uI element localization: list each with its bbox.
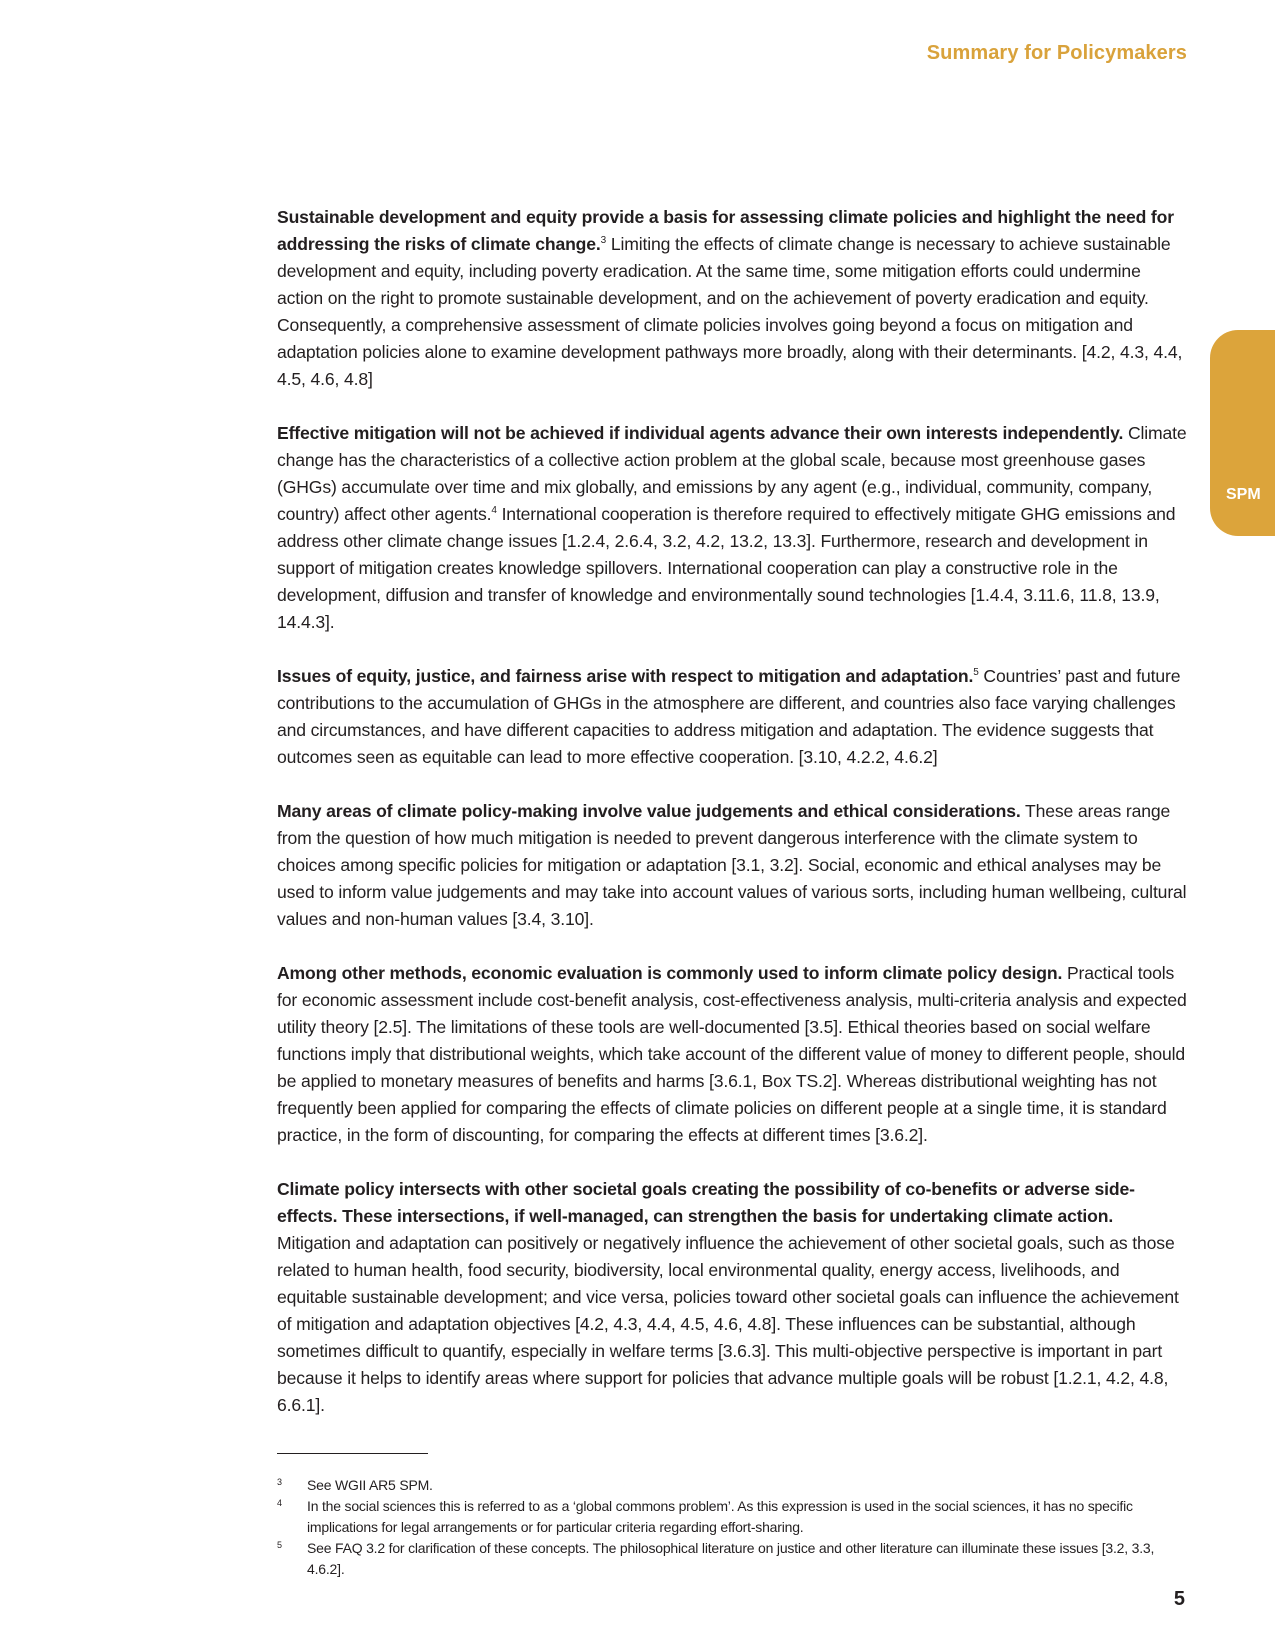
paragraph-sustainable-development xyxy=(277,204,1189,393)
footnote-ref[interactable]: 4 xyxy=(491,505,497,516)
body-text xyxy=(277,204,1189,1446)
paragraph-body: Mitigation and adaptation can positively or negatively influence the achievement of other societal goals, such as those related to human health, food security, biodiversity, local environmental quality, energy access, livelihoods, and equitable sustainable development; and vice versa, policies toward other societal goals can influence the achievement of mitigation and adaptation objectives [4.2, 4.3, 4.4, 4.5, 4.6, 4.8]. These influences can be substantial, although sometimes difficult to quantify, especially in welfare terms [3.6.3]. This multi-objective perspective is important in part because it helps to identify areas where support for policies that advance multiple goals will be robust [1.2.1, 4.2, 4.8, 6.6.1]. xyxy=(277,1233,1179,1415)
paragraph-lead: Effective mitigation will not be achieved if individual agents advance their own interests independently. xyxy=(277,423,1124,443)
paragraph-body: These areas range from the question of how much mitigation is needed to prevent dangerous interference with the climate system to choices among specific policies for mitigation or adaptation [3.1, 3.2]. Social, economic and ethical analyses may be used to inform value judgements and may take into account values of various sorts, including human wellbeing, cultural values and non-human values [3.4, 3.10]. xyxy=(277,801,1187,929)
footnote-number: 3 xyxy=(277,1477,282,1487)
paragraph-lead: Among other methods, economic evaluation is commonly used to inform climate policy design. xyxy=(277,963,1063,983)
footnote xyxy=(277,1538,1189,1580)
paragraph-economic-evaluation xyxy=(277,960,1189,1149)
footnote-text: See FAQ 3.2 for clarification of these concepts. The philosophical literature on justice and other literature can illuminate these issues [3.2, 3.3, 4.6.2]. xyxy=(307,1540,1155,1577)
section-tab xyxy=(1210,330,1275,536)
paragraph-body: Practical tools for economic assessment include cost-benefit analysis, cost-effectiveness analysis, multi-criteria analysis and expected utility theory [2.5]. The limitations of these tools are well-documented [3.5]. Ethical theories based on social welfare functions imply that distributional weights, which take account of the different value of money to different people, should be applied to monetary measures of benefits and harms [3.6.1, Box TS.2]. Whereas distributional weighting has not frequently been applied for comparing the effects of climate policies on different people at a single time, it is standard practice, in the form of discounting, for comparing the effects at different times [3.6.2]. xyxy=(277,963,1187,1145)
paragraph-lead: Issues of equity, justice, and fairness arise with respect to mitigation and adaptation. xyxy=(277,666,974,686)
paragraph-equity-justice xyxy=(277,663,1189,771)
footnote-number: 4 xyxy=(277,1498,282,1508)
footnote xyxy=(277,1496,1189,1538)
footnote xyxy=(277,1475,1189,1496)
footnotes xyxy=(277,1475,1189,1580)
paragraph-body: Climate change has the characteristics of a collective action problem at the global scale, because most greenhouse gases (GHGs) accumulate over time and mix globally, and emissions by any agent (e.g., individual, community, company, country) affect other agents. xyxy=(277,423,1187,524)
paragraph-lead: Many areas of climate policy-making involve value judgements and ethical considerations. xyxy=(277,801,1021,821)
paragraph-lead: Climate policy intersects with other societal goals creating the possibility of co-benefits or adverse side-effects. These intersections, if well-managed, can strengthen the basis for undertaking climate action. xyxy=(277,1179,1135,1226)
footnote-number: 5 xyxy=(277,1540,282,1550)
footnote-ref[interactable]: 3 xyxy=(600,235,607,246)
footnote-divider xyxy=(277,1453,428,1454)
paragraph-body: International cooperation is therefore required to effectively mitigate GHG emissions and address other climate change issues [1.2.4, 2.6.4, 3.2, 4.2, 13.2, 13.3]. Furthermore, research and development in support of mitigation creates knowledge spillovers. International cooperation can play a constructive role in the development, diffusion and transfer of knowledge and environmentally sound technologies [1.4.4, 3.11.6, 11.8, 13.9, 14.4.3]. xyxy=(277,504,1176,632)
footnote-text: In the social sciences this is referred to as a ‘global commons problem’. As this expression is used in the social sciences, it has no specific implications for legal arrangements or for particular criteria regarding effort-sharing. xyxy=(307,1498,1133,1535)
paragraph-body: Countries’ past and future contributions to the accumulation of GHGs in the atmosphere are different, and countries also face varying challenges and circumstances, and have different capacities to address mitigation and adaptation. The evidence suggests that outcomes seen as equitable can lead to more effective cooperation. [3.10, 4.2.2, 4.6.2] xyxy=(277,666,1181,767)
paragraph-lead: Sustainable development and equity provide a basis for assessing climate policies and highlight the need for addressing the risks of climate change. xyxy=(277,207,1174,254)
footnote-ref[interactable]: 5 xyxy=(973,667,979,678)
page-number: 5 xyxy=(1173,1588,1185,1610)
paragraph-body: Limiting the effects of climate change is necessary to achieve sustainable development and equity, including poverty eradication. At the same time, some mitigation efforts could undermine action on the right to promote sustainable development, and on the achievement of poverty eradication and equity. Consequently, a comprehensive assessment of climate policies involves going beyond a focus on mitigation and adaptation policies alone to examine development pathways more broadly, along with their determinants. [4.2, 4.3, 4.4, 4.5, 4.6, 4.8] xyxy=(277,234,1183,389)
paragraph-value-judgements xyxy=(277,798,1189,933)
paragraph-societal-goals xyxy=(277,1176,1189,1419)
paragraph-effective-mitigation xyxy=(277,420,1189,636)
section-tab-label: SPM xyxy=(1226,486,1261,503)
running-header: Summary for Policymakers xyxy=(926,42,1187,64)
footnote-text: See WGII AR5 SPM. xyxy=(307,1477,433,1493)
